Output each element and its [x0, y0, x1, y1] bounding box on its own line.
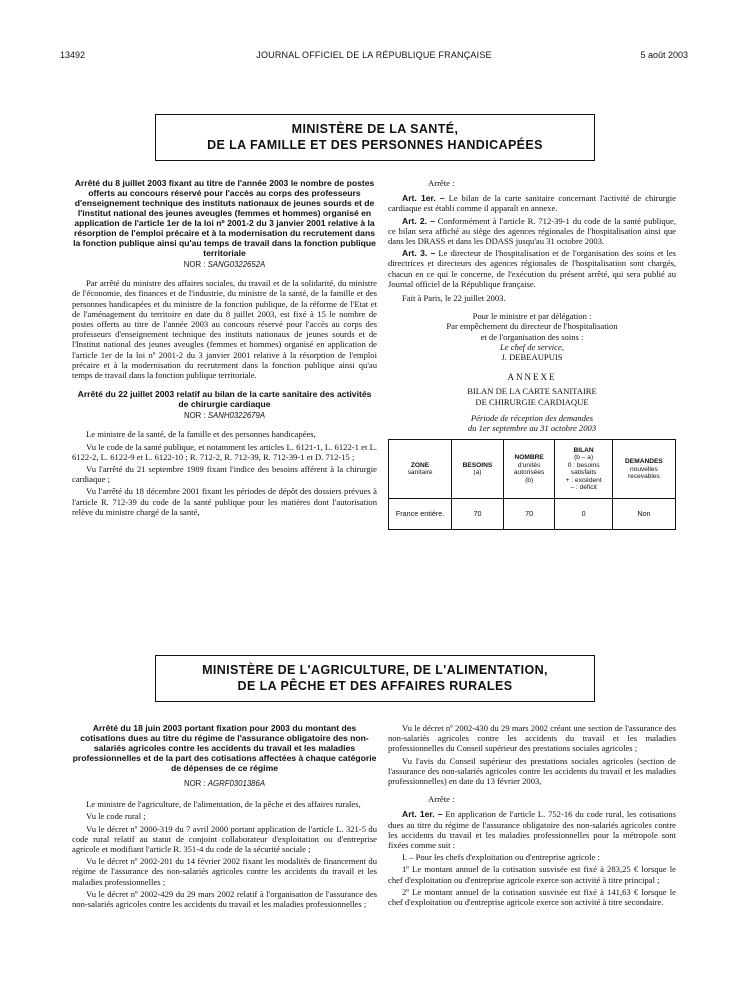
ministry-heading-line2: DE LA FAMILLE ET DES PERSONNES HANDICAPÉES — [207, 138, 543, 152]
column-header: ZONE sanitaire — [389, 440, 452, 499]
table-header-row — [389, 440, 676, 499]
arrete-label: Arrête : — [428, 794, 455, 805]
ministry-heading-agriculture — [155, 655, 595, 702]
paragraph: Vu le décret nº 2002-429 du 29 mars 2002 relatif à l'organisation de l'assurance des non-salariés agricoles contre les accidents du travail et les maladies professionnelles ; — [72, 888, 377, 910]
paragraph: Le ministre de l'agriculture, de l'alimentation, de la pêche et des affaires rurales, — [86, 799, 361, 810]
ministry-heading-line1: MINISTÈRE DE LA SANTÉ, — [291, 122, 459, 136]
table-cell: 70 — [503, 499, 555, 530]
nor-reference — [72, 411, 377, 421]
signature-line: Pour le ministre et par délégation : — [472, 311, 592, 322]
issue-date: 5 août 2003 — [640, 50, 688, 60]
paragraph: Vu l'avis du Conseil supérieur des prestations sociales agricoles (section de l'assurance des non-salariés agricoles contre les accidents du travail et les maladies professionnelles) en date du 13 février 2003, — [388, 755, 676, 787]
ministry-heading-line1: MINISTÈRE DE L'AGRICULTURE, DE L'ALIMENTATION, — [202, 663, 548, 677]
article-label: Art. 3. – — [402, 248, 436, 259]
annexe-title: BILAN DE LA CARTE SANITAIRE — [467, 386, 597, 397]
article-label: Art. 1er. – — [402, 193, 445, 204]
article — [388, 193, 676, 213]
decree-body: Par arrêté du ministre des affaires sociales, du travail et de la solidarité, du ministre de l'économie, des finances et de l'industrie, du ministre de la santé, de la famille et des personnes handicapées et du ministre de la fonction publique, de la réforme de l'Etat et de l'aménagement du territoire en date du 8 juillet 2003, est fixé à 15 le nombre de postes offerts au titre de l'année 2003 au concours réservé pour l'accès au corps des professeurs d'enseignement technique des instituts nationaux de jeunes sourds et de l'Institut national des jeunes aveugles (femmes et hommes) organisé en application de l'article 1er de la loi nº 2001-2 du 3 janvier 2001 relative à la résorption de l'emploi précaire et à la modernisation du recrutement dans la fonction publique ainsi qu'au temps de travail dans la fonction publique territoriale. — [72, 278, 377, 381]
signature-name: J. DEBEAUPUIS — [501, 352, 563, 363]
signature-line: Par empêchement du directeur de l'hospitalisation — [446, 321, 618, 332]
paragraph: Vu le code rural ; — [86, 811, 146, 822]
paragraph: Le ministre de la santé, de la famille et des personnes handicapées, — [86, 429, 316, 440]
article-text: Le bilan de la carte sanitaire concernant l'activité de chirurgie cardiaque est établi comme il apparaît en annexe. — [388, 193, 676, 214]
decree-title: Arrêté du 22 juillet 2003 relatif au bilan de la carte sanitaire des activités de chirurgie cardiaque — [77, 389, 372, 410]
nor-label: NOR : — [183, 779, 206, 788]
nor-code: SANG0322652A — [207, 260, 266, 269]
nor-label: NOR : — [183, 260, 206, 269]
right-column-health — [388, 178, 676, 530]
table-row — [389, 499, 676, 530]
annexe-period: du 1er septembre au 31 octobre 2003 — [467, 423, 597, 434]
signature-date: Fait à Paris, le 22 juillet 2003. — [402, 293, 506, 304]
ministry-heading-health — [155, 114, 595, 161]
paragraph: Vu le décret nº 2002-201 du 14 février 2002 fixant les modalités de financement du régime de l'assurance des non-salariés agricoles contre les accidents du travail et les maladies professionnelles ; — [72, 856, 377, 887]
signature-line: et de l'organisation des soins : — [480, 331, 584, 342]
signature-role: Le chef de service, — [500, 341, 564, 352]
article-label: Art. 1er. – — [402, 809, 443, 820]
nor-label: NOR : — [183, 411, 206, 421]
table-cell: 70 — [452, 499, 504, 530]
right-column-agriculture — [388, 723, 676, 909]
annexe-heading: ANNEXE — [507, 372, 557, 383]
paragraph: Vu l'arrêté du 18 décembre 2001 fixant les périodes de dépôt des dossiers prévues à l'article R. 712-39 du code de la santé publique pour les matières dont l'autorisation relève du ministre chargé de la santé, — [72, 486, 377, 517]
paragraph: 1º Le montant annuel de la cotisation susvisée est fixé à 283,25 € lorsque le chef d'exploitation ou d'entreprise agricole exerce son activité à titre principal ; — [388, 864, 676, 885]
article-label: Art. 2. – — [402, 215, 435, 226]
nor-reference — [72, 779, 377, 789]
column-header: BILAN (b – a) 0 : besoins satisfaits + : excédent – : déficit — [555, 440, 612, 499]
left-column-health — [72, 178, 377, 519]
nor-reference — [72, 260, 377, 270]
article — [388, 216, 676, 247]
annexe-period: Période de réception des demandes — [470, 412, 594, 423]
page-number: 13492 — [60, 50, 86, 60]
decree-title: Arrêté du 8 juillet 2003 fixant au titre de l'année 2003 le nombre de postes offerts au concours réservé pour l'accès au corps des professeurs d'enseignement technique des instituts nationaux de jeunes sourds et de l'institut national des jeunes aveugles (femmes et hommes) organisé en application de l'article 1er de la loi nº 2001-2 du 3 janvier 2001 relative à la résorption de l'emploi précaire et à la modernisation du recrutement dans la fonction publique ainsi qu'au temps de travail dans la fonction publique territoriale — [73, 178, 376, 258]
paragraph: Vu l'arrêté du 21 septembre 1989 fixant l'indice des besoins afférent à la chirurgie cardiaque ; — [72, 464, 377, 485]
paragraph: 2º Le montant annuel de la cotisation susvisée est fixé à 141,63 € lorsque le chef d'exploitation ou d'entreprise agricole exerce son activité à titre secondaire. — [388, 886, 676, 908]
paragraph: I. – Pour les chefs d'exploitation ou d'entreprise agricole : — [402, 852, 600, 863]
article — [388, 809, 676, 850]
page-header — [60, 50, 688, 64]
table-cell: France entière. — [389, 499, 452, 530]
column-header: DEMANDES nouvelles recevables — [612, 440, 675, 499]
paragraph: Vu le code de la santé publique, et notamment les articles L. 6121-1, L. 6122-1 et L. 6122-2, L. 6122-9 et L. 6122-10 ; R. 712-2, R. 712-39, R. 712-39-1 et D. 712-15 ; — [72, 441, 377, 462]
article-text: En application de l'article L. 752-16 du code rural, les cotisations dues au titre du régime de l'assurance obligatoire des non-salariés agricoles contre les accidents du travail et les maladies professionnelles pour la métropole sont fixées comme suit : — [388, 809, 677, 851]
journal-title: JOURNAL OFFICIEL DE LA RÉPUBLIQUE FRANÇAISE — [256, 50, 492, 60]
article-text: Conformément à l'article R. 712-39-1 du code de la santé publique, ce bilan sera affiché au siège des agences régionales de l'hospitalisation ainsi que dans les DRASS et dans les DDASS jusqu'au 31 octobre 2003. — [388, 215, 676, 247]
column-header: BESOINS (a) — [452, 440, 504, 499]
article-text: Le directeur de l'hospitalisation et de l'organisation des soins et les directrices et directeurs des agences régionales de l'hospitalisation sont chargés, chacun en ce qui le concerne, de l'exécution du présent arrêté, qui sera publié au Journal officiel de la République française. — [388, 248, 676, 289]
annexe-title: DE CHIRURGIE CARDIAQUE — [475, 396, 589, 407]
bilan-table — [388, 439, 676, 530]
paragraph: Vu le décret nº 2000-319 du 7 avril 2000 portant application de l'article L. 321-5 du code rural relatif au statut de conjoint collaborateur d'exploitation ou d'entreprise agricole et modifiant l'article R. 351-4 du code de la sécurité sociale ; — [72, 823, 377, 855]
table-cell: 0 — [555, 499, 612, 530]
decree-title: Arrêté du 18 juin 2003 portant fixation pour 2003 du montant des cotisations dues au titre du régime de l'assurance obligatoire des non-salariés agricoles contre les accidents du travail et les maladies professionnelles et de la part des cotisations affectées à chaque catégorie de dépenses de ce régime — [72, 723, 377, 773]
table-cell: Non — [612, 499, 675, 530]
arrete-label: Arrête : — [428, 178, 455, 188]
left-column-agriculture — [72, 723, 377, 911]
nor-code: SANH0322679A — [207, 411, 266, 421]
paragraph: Vu le décret nº 2002-430 du 29 mars 2002 créant une section de l'assurance des non-salariés agricoles contre les accidents du travail et les maladies professionnelles du Conseil supérieur des prestations sociales agricoles ; — [388, 723, 676, 754]
ministry-heading-line2: DE LA PÊCHE ET DES AFFAIRES RURALES — [237, 679, 513, 693]
column-header: NOMBRE d'unités autorisées (b) — [503, 440, 555, 499]
article — [388, 248, 676, 289]
nor-code: AGRF0301386A — [207, 779, 266, 788]
